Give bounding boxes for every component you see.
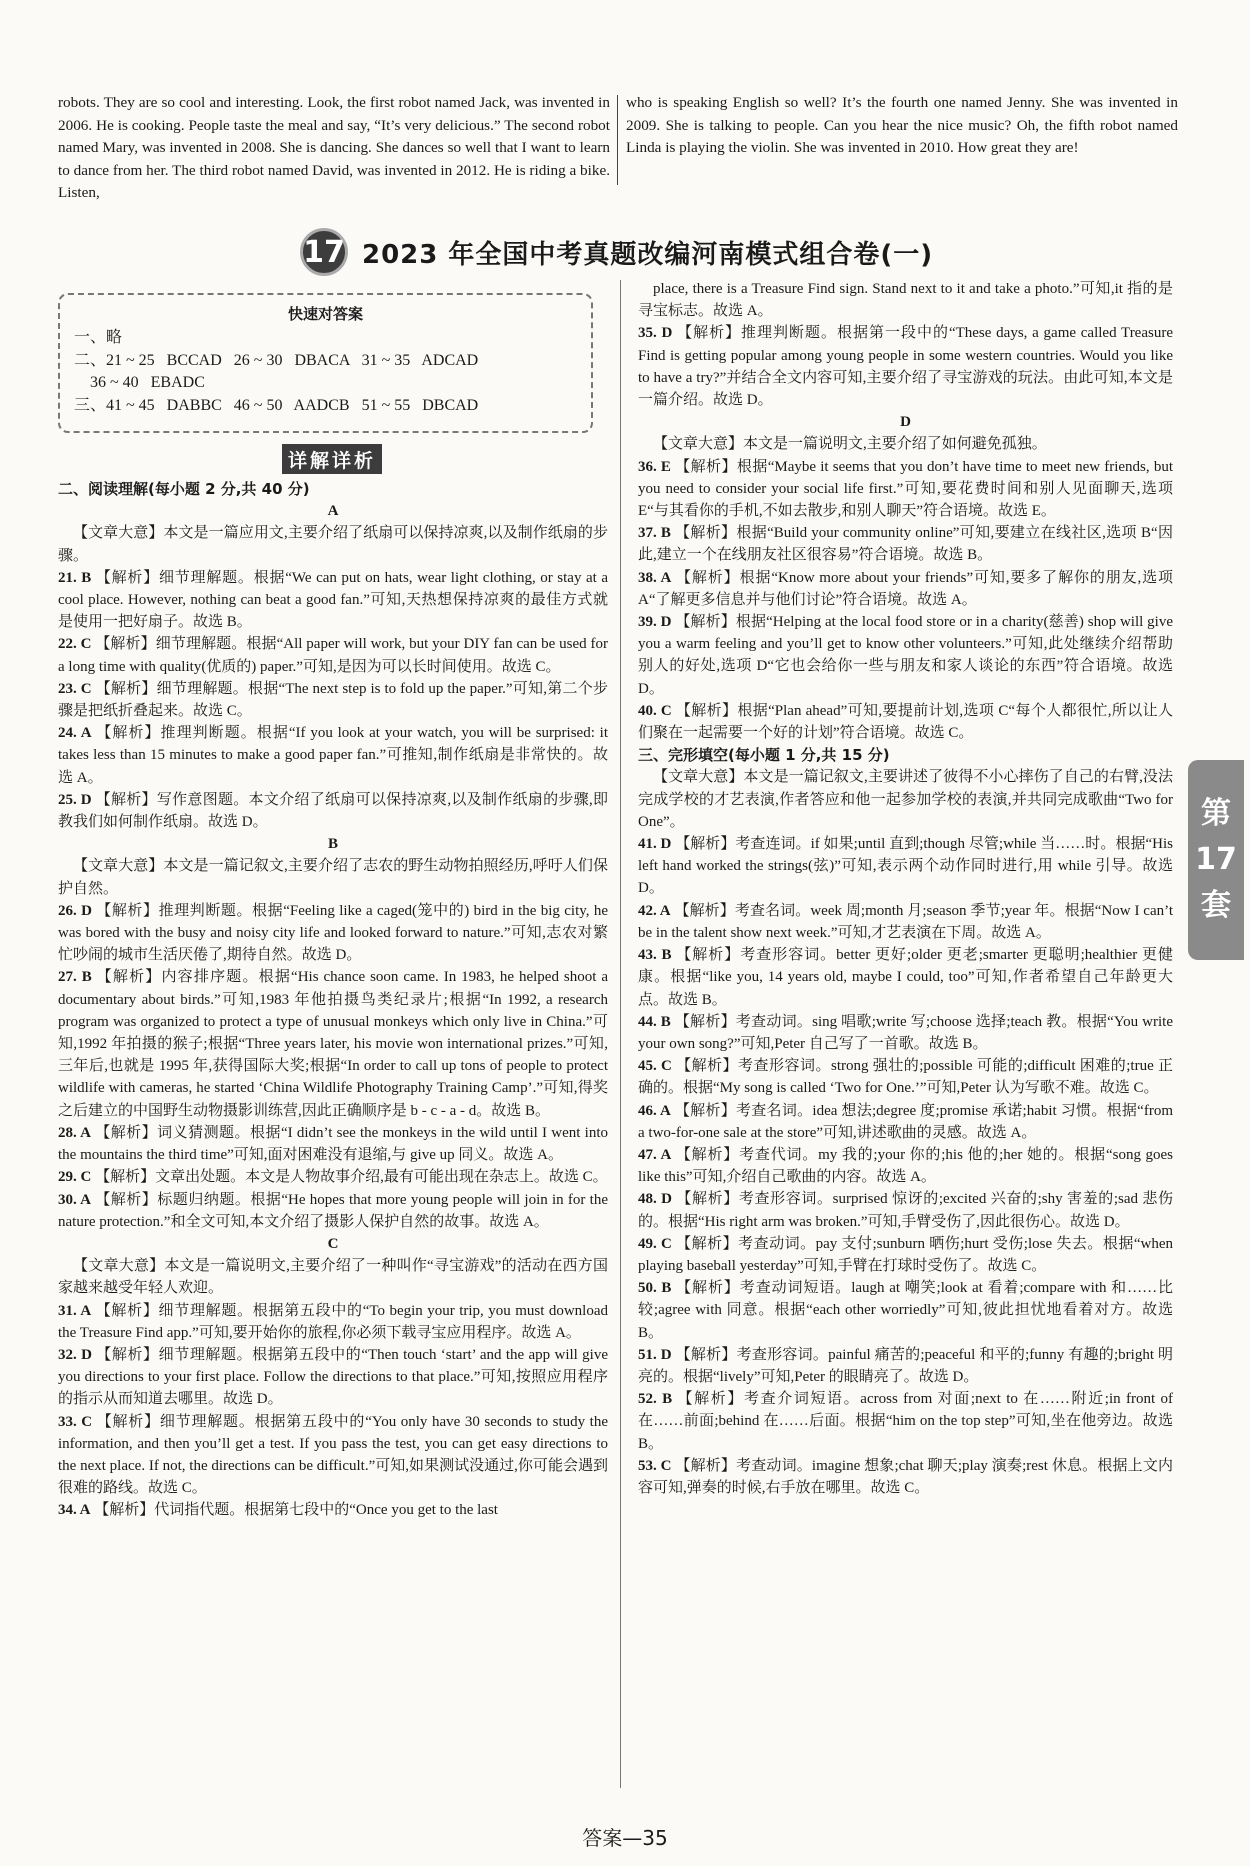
answer-number: 30. A [58,1191,92,1208]
answer-explanation: 【解析】细节理解题。根据“The next step is to fold up the paper.”可知,第二个步骤是把纸折叠起来。故选 C。 [58,680,608,720]
answer-explanation: 【解析】内容排序题。根据“His chance soon came. In 1983, he helped shoot a documentary about birds.”可知,1983 年他拍摄鸟类纪录片;根据“In 1992, a research program was organized to protect a type of unusual monkeys which only live in China.”可知,1992 年拍摄的猴子;根据“Three years later, his movie won international prizes.”可知,三年后,也就是 1995 年,获得国际大奖;根据“In order to call up tons of people to protect wildlife with cameras, he started ‘China Wildlife Photography Training Camp’.”可知,得奖之后建立的中国野生动物摄影训练营,因此正确顺序是 b - c - a - d。故选 B。 [58,969,609,1119]
summary-paragraph: place, there is a Treasure Find sign. Stand next to it and take a photo.”可知,it 指的是寻宝标志。故选 A。 [638,281,1173,320]
answer-item [638,1388,1173,1455]
answer-number: 28. A [58,1124,91,1141]
quick-answer-box [58,293,593,433]
answer-number: 25. D [58,791,92,808]
answer-item [58,1300,608,1344]
answer-number: 27. B [58,969,92,986]
answer-item [58,1499,608,1521]
answer-number: 23. C [58,680,92,697]
page-footer: 答案—35 [582,1826,668,1850]
answer-number: 53. C [638,1457,672,1474]
answer-explanation: 【解析】推理判断题。根据“If you look at your watch, you will be surprised: it takes less than 15 minutes to make a good paper fan.”可推知,制作纸扇是非常快的。故选 A。 [58,725,608,786]
answer-number: 39. D [638,614,672,631]
summary-paragraph: 【文章大意】本文是一篇说明文,主要介绍了一种叫作“寻宝游戏”的活动在西方国家越来越受年轻人欢迎。 [58,1258,608,1297]
answer-item [58,1122,608,1166]
answer-number: 34. A [58,1502,91,1519]
answer-explanation: 【解析】考查形容词。painful 痛苦的;peaceful 和平的;funny 有趣的;bright 明亮的。根据“lively”可知,Peter 的眼睛亮了。故选 D。 [638,1346,1173,1385]
answer-explanation: 【解析】考查名词。idea 想法;degree 度;promise 承诺;habit 习惯。根据“from a two-for-one sale at the store”可知,讲述歌曲的灵感。故选 A。 [638,1102,1174,1141]
answer-explanation: 【解析】考查形容词。strong 强壮的;possible 可能的;difficult 困难的;true 正确的。根据“My song is called ‘Two for One.’”可知,Peter 认为写歌不难。故选 C。 [638,1058,1173,1097]
answer-number: 46. A [638,1102,671,1119]
answer-item [58,633,608,677]
answer-item [58,966,608,1121]
answer-explanation: 【解析】细节理解题。根据“We can put on hats, wear light clothing, or stay at a cool place. However, nothing can beat a good fan.”可知,天热想保持凉爽的最佳方式就是使用一把好扇子。故选 B。 [58,569,608,631]
answer-item [638,1144,1173,1188]
answer-explanation: 【解析】推理判断题。根据“Feeling like a caged(笼中的) bird in the big city, he was bored with the busy and noisy city life and looked forward to nature.”可知,志农对繁忙吵闹的城市生活厌倦了,期待自然。故选 D。 [58,902,609,964]
answer-explanation: 【解析】细节理解题。根据第五段中的“You only have 30 seconds to study the information, and then you’ll get a test. If you pass the test, you can get easy directions to the next place. If not, the directions can be difficult.”可知,如果测试没通过,你可能会遇到很难的路线。故选 C。 [58,1413,608,1497]
answer-explanation: 【解析】词义猜测题。根据“I didn’t see the monkeys in the wild until I went into the mountains the third time”可知,面对困难没有退缩,与 give up 同义。故选 A。 [58,1124,608,1164]
answer-item [58,1189,608,1233]
answer-number: 21. B [58,569,92,586]
answer-number: 29. C [58,1169,92,1186]
answer-item [638,322,1173,411]
answer-explanation: 【解析】细节理解题。根据第五段中的“Then touch ‘start’ and the app will give you directions to your first place. Follow the directions to that place.”可知,按照应用程序的指示从而知道去哪里。故选 D。 [58,1346,609,1408]
answer-number: 44. B [638,1013,671,1030]
answer-item [638,1188,1173,1232]
quick-answer-line: 36 ~ 40 EBADC [74,374,205,391]
answer-number: 33. C [58,1413,93,1430]
answer-explanation: 【解析】根据“Helping at the local food store or in a charity(慈善) shop will give you a warm feeling and you’ll get to know other volunteers.”可知,此处继续介绍帮助别人的好处,选项 D“它也会给你一些与朋友和家人谈论的东西”符合语境。故选 D。 [638,614,1173,697]
set-title [300,228,933,276]
answer-number: 24. A [58,725,92,742]
answer-number: 50. B [638,1280,672,1297]
set-title-text: 2023 年全国中考真题改编河南模式组合卷(一) [362,239,934,270]
answer-item [638,1233,1173,1277]
answer-explanation: 【解析】文章出处题。本文是人物故事介绍,最有可能出现在杂志上。故选 C。 [95,1169,608,1186]
section-heading: 二、阅读理解(每小题 2 分,共 40 分) [58,480,310,498]
answer-number: 41. D [638,836,672,853]
answer-item [58,1166,608,1188]
answer-number: 43. B [638,947,672,964]
answer-explanation: 【解析】标题归纳题。根据“He hopes that more young people will join in for the nature protection.”和全文可知,本文介绍了摄影人保护自然的故事。故选 A。 [58,1191,609,1230]
answer-number: 26. D [58,902,92,919]
answer-item [58,789,608,833]
answer-number: 51. D [638,1346,672,1363]
answer-item [638,1344,1173,1388]
top-passage-left: robots. They are so cool and interesting. Look, the first robot named Jack, was invented in 2006. He is cooking. People taste the meal and say, “It’s very delicious.” The second robot named Mary, was invented in 2008. She is dancing. She dances so well that I want to learn to dance from her. The third robot named David, was invented in 2012. He is riding a bike. Listen, [58,94,610,201]
answer-number: 32. D [58,1346,92,1363]
answer-number: 47. A [638,1146,672,1163]
answer-item [638,456,1173,523]
quick-answer-heading: 快速对答案 [287,305,363,323]
answer-number: 36. E [638,458,671,475]
summary-paragraph: 【文章大意】本文是一篇说明文,主要介绍了如何避免孤独。 [653,436,1047,453]
answer-number: 37. B [638,525,671,542]
answer-item [638,1100,1173,1144]
answer-explanation: 【解析】考查形容词。surprised 惊讶的;excited 兴奋的;shy 害羞的;sad 悲伤的。根据“His right arm was broken.”可知,手臂受伤了,因此很伤心。故选 D。 [638,1191,1174,1230]
answer-number: 48. D [638,1191,672,1208]
answer-explanation: 【解析】考查动词。sing 唱歌;write 写;choose 选择;teach 教。根据“You write your own song?”可知,Peter 自己写了一首歌。故选 B。 [638,1013,1174,1052]
set-number-badge: 17 [300,228,348,276]
answer-explanation: 【解析】考查代词。my 我的;your 你的;his 他的;her 她的。根据“song goes like this”可知,介绍自己歌曲的内容。故选 A。 [638,1146,1173,1186]
summary-paragraph: 【文章大意】本文是一篇记叙文,主要介绍了志农的野生动物拍照经历,呼吁人们保护自然。 [58,858,608,897]
answer-number: 49. C [638,1235,672,1252]
answer-item [638,1455,1173,1499]
answer-explanation: 【解析】根据“Build your community online”可知,要建立在线社区,选项 B“因此,建立一个在线朋友社区很容易”符合语境。故选 B。 [638,525,1174,564]
answer-explanation: 【解析】细节理解题。根据“All paper will work, but your DIY fan can be used for a long time with quality(优质的) paper.”可知,是因为可以长时间使用。故选 C。 [58,636,608,675]
answer-explanation: 【解析】推理判断题。根据第一段中的“These days, a game called Treasure Find is getting popular among young people in some western countries. Would you like to have a try?”并结合全文内容可知,主要介绍了寻宝游戏的玩法。由此可知,本文是一篇介绍。故选 D。 [638,325,1173,409]
summary-paragraph: 【文章大意】本文是一篇应用文,主要介绍了纸扇可以保持凉爽,以及制作纸扇的步骤。 [58,525,608,564]
passage-letter: D [900,414,911,431]
answer-explanation: 【解析】根据“Maybe it seems that you don’t have time to meet new friends, but you need to consider your social life first.”可知,要花费时间和别人见面聊天,选项 E“与其看你的手机,不如去散步,和别人聊天”符合语境。故选 E。 [638,458,1174,520]
answer-explanation: 【解析】考查连词。if 如果;until 直到;though 尽管;while 当……时。根据“His left hand worked the strings(弦)”可知,表示两个动作同时进行,用 while 引导。故选 D。 [638,836,1173,897]
answer-number: 45. C [638,1058,672,1075]
set-side-tab [1188,760,1244,960]
answer-number: 40. C [638,702,672,719]
passage-letter: C [327,1235,339,1252]
answer-item [58,567,608,634]
answer-item [638,900,1173,944]
top-divider [617,95,618,185]
answer-explanation: 【解析】考查名词。week 周;month 月;season 季节;year 年。根据“Now I can’t be in the talent show next week.”可知,才艺表演在下周。故选 A。 [638,902,1173,941]
answer-explanation: 【解析】细节理解题。根据第五段中的“To begin your trip, you must download the Treasure Find app.”可知,要开始你的旅程,你必须下载寻宝应用程序。故选 A。 [58,1302,608,1341]
left-column [58,478,608,1522]
answer-explanation: 【解析】考查形容词。better 更好;older 更老;smarter 更聪明;healthier 更健康。根据“like you, 14 years old, maybe I could, too”可知,作者希望自己年龄更大点。故选 B。 [638,947,1173,1008]
passage-letter: B [327,836,338,853]
answer-number: 35. D [638,325,673,342]
column-divider [620,280,621,1788]
passage-letter: A [327,503,339,520]
quick-answer-line: 三、41 ~ 45 DABBC 46 ~ 50 AADCB 51 ~ 55 DBCAD [74,396,479,414]
answer-item [638,1011,1173,1055]
right-column [638,278,1173,1499]
answer-number: 42. A [638,902,671,919]
answer-explanation: 【解析】考查动词短语。laugh at 嘲笑;look at 看着;compare with 和……比较;agree with 同意。根据“each other worriedly”可知,彼此担忧地看着对方。故选 B。 [638,1280,1173,1341]
answer-item [638,522,1173,566]
answer-item [58,678,608,722]
answer-item [638,700,1173,744]
answer-explanation: 【解析】考查介词短语。across from 对面;next to 在……附近;in front of 在……前面;behind 在……后面。根据“him on the top step”可知,坐在他旁边。故选 B。 [638,1391,1173,1452]
answer-item [638,833,1173,900]
answer-item [58,1344,608,1411]
answer-item [638,611,1173,700]
answer-explanation: 【解析】考查动词。pay 支付;sunburn 晒伤;hurt 受伤;lose 失去。根据“when playing baseball yesterday”可知,手臂在打球时受伤了。故选 C。 [638,1235,1174,1274]
answer-explanation: 【解析】根据“Plan ahead”可知,要提前计划,选项 C“每个人都很忙,所以让人们聚在一起需要一个好的计划”符合语境。故选 C。 [638,702,1174,742]
answer-explanation: 【解析】考查动词。imagine 想象;chat 聊天;play 演奏;rest 休息。根据上文内容可知,弹奏的时候,右手放在哪里。故选 C。 [638,1457,1173,1496]
answer-number: 22. C [58,636,92,653]
answer-item [638,1277,1173,1344]
answer-explanation: 【解析】根据“Know more about your friends”可知,要多了解你的朋友,选项 A“了解更多信息并与他们讨论”符合语境。故选 A。 [638,569,1173,608]
answer-number: 38. A [638,569,672,586]
answer-item [638,1055,1173,1099]
side-tab-num: 17 [1195,842,1237,877]
top-passage-right: who is speaking English so well? It’s the fourth one named Jenny. She was invented in 2009. She is talking to people. Can you hear the nice music? Oh, the fifth robot named Linda is playing the violin. She was invented in 2010. How great they are! [626,94,1178,156]
quick-answer-line: 一、略 [74,329,123,346]
detail-heading: 详解详析 [282,444,382,474]
answer-item [58,900,608,967]
answer-explanation: 【解析】代词指代题。根据第七段中的“Once you get to the last [94,1502,498,1519]
summary-paragraph: 【文章大意】本文是一篇记叙文,主要讲述了彼得不小心摔伤了自己的右臂,没法完成学校的才艺表演,作者答应和他一起参加学校的表演,并共同完成歌曲“Two for One”。 [638,769,1173,830]
quick-answer-line: 二、21 ~ 25 BCCAD 26 ~ 30 DBACA 31 ~ 35 ADCAD [74,351,479,369]
side-tab-top: 第 [1201,796,1231,831]
answer-item [58,1411,608,1500]
answer-item [58,722,608,789]
answer-item [638,944,1173,1011]
side-tab-bottom: 套 [1201,888,1231,923]
section-heading: 三、完形填空(每小题 1 分,共 15 分) [638,746,890,765]
answer-explanation: 【解析】写作意图题。本文介绍了纸扇可以保持凉爽,以及制作纸扇的步骤,即教我们如何制作纸扇。故选 D。 [58,791,608,831]
answer-number: 52. B [638,1391,673,1408]
answer-item [638,567,1173,611]
answer-number: 31. A [58,1302,92,1319]
